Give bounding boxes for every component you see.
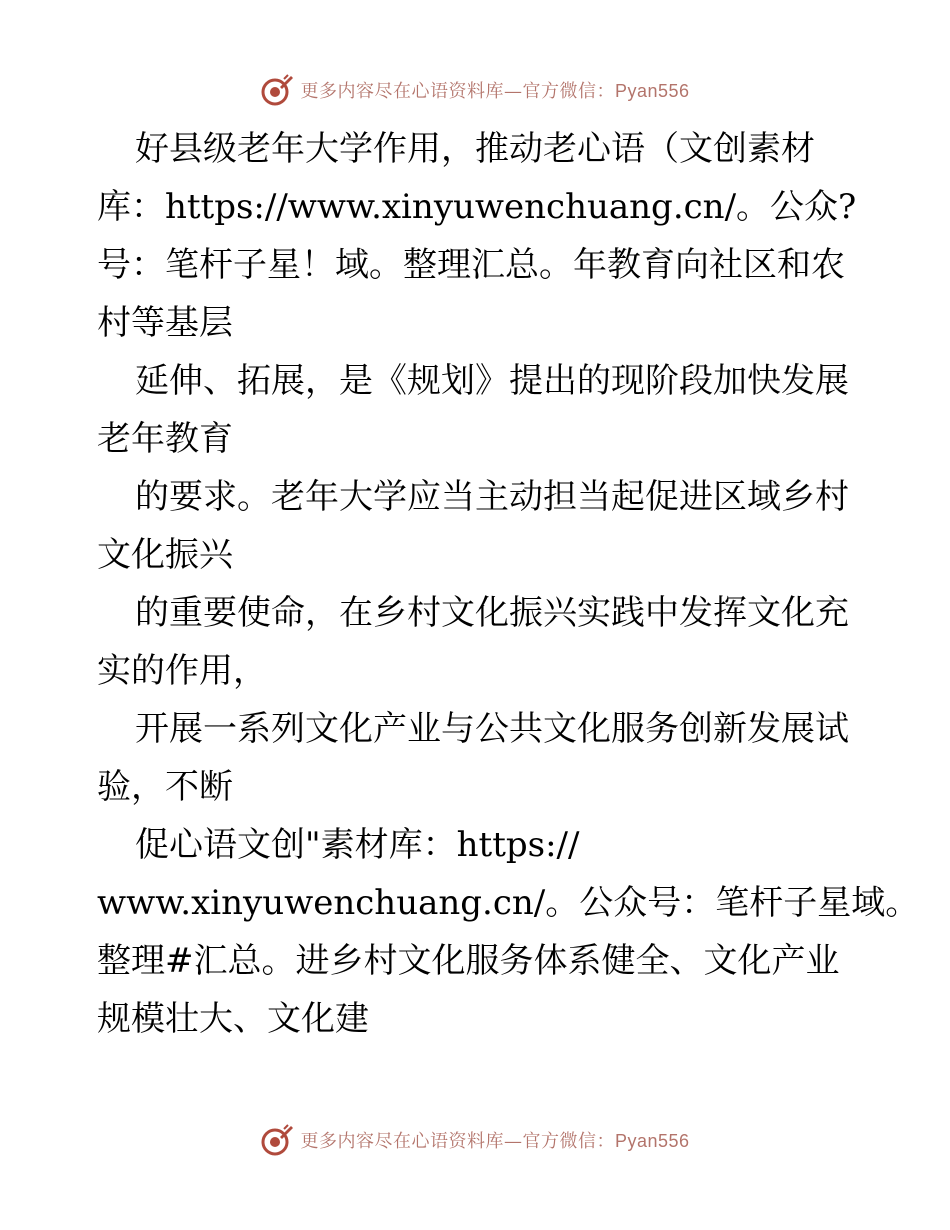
body-line: 验，不断 — [97, 767, 233, 807]
footer-banner-text: 更多内容尽在心语资料库—官方微信：Pyan556 — [300, 1131, 690, 1152]
body-line: 规模壮大、文化建 — [97, 999, 369, 1039]
quill-pen-seal-icon — [260, 1123, 294, 1157]
header-banner — [0, 72, 950, 108]
body-line: 延伸、拓展，是《规划》提出的现阶段加快发展 — [135, 361, 849, 401]
header-wechat-id: Pyan556 — [614, 81, 690, 101]
header-banner-text: 更多内容尽在心语资料库—官方微信：Pyan556 — [300, 81, 690, 102]
body-line: 整理#汇总。进乡村文化服务体系健全、文化产业 — [97, 941, 840, 981]
body-line: 促心语文创"素材库：https:// — [135, 825, 580, 865]
body-line: 实的作用， — [97, 651, 267, 691]
footer-wechat-id: Pyan556 — [614, 1131, 690, 1151]
body-line: 老年教育 — [97, 419, 233, 459]
quill-pen-seal-icon — [260, 73, 294, 107]
body-line: 的重要使命，在乡村文化振兴实践中发挥文化充 — [135, 593, 849, 633]
body-line: www.xinyuwenchuang.cn/。公众号：笔杆子星域。 — [97, 883, 920, 923]
body-line: 的要求。老年大学应当主动担当起促进区域乡村 — [135, 477, 849, 517]
body-line: 村等基层 — [97, 303, 233, 343]
document-body — [97, 120, 920, 1048]
body-line: 开展一系列文化产业与公共文化服务创新发展试 — [135, 709, 849, 749]
body-line: 好县级老年大学作用，推动老心语（文创素材 — [135, 129, 815, 169]
body-line: 号：笔杆子星！域。整理汇总。年教育向社区和农 — [97, 245, 845, 285]
body-line: 库：https://www.xinyuwenchuang.cn/。公众? — [97, 187, 857, 227]
footer-banner — [0, 1122, 950, 1158]
body-line: 文化振兴 — [97, 535, 233, 575]
